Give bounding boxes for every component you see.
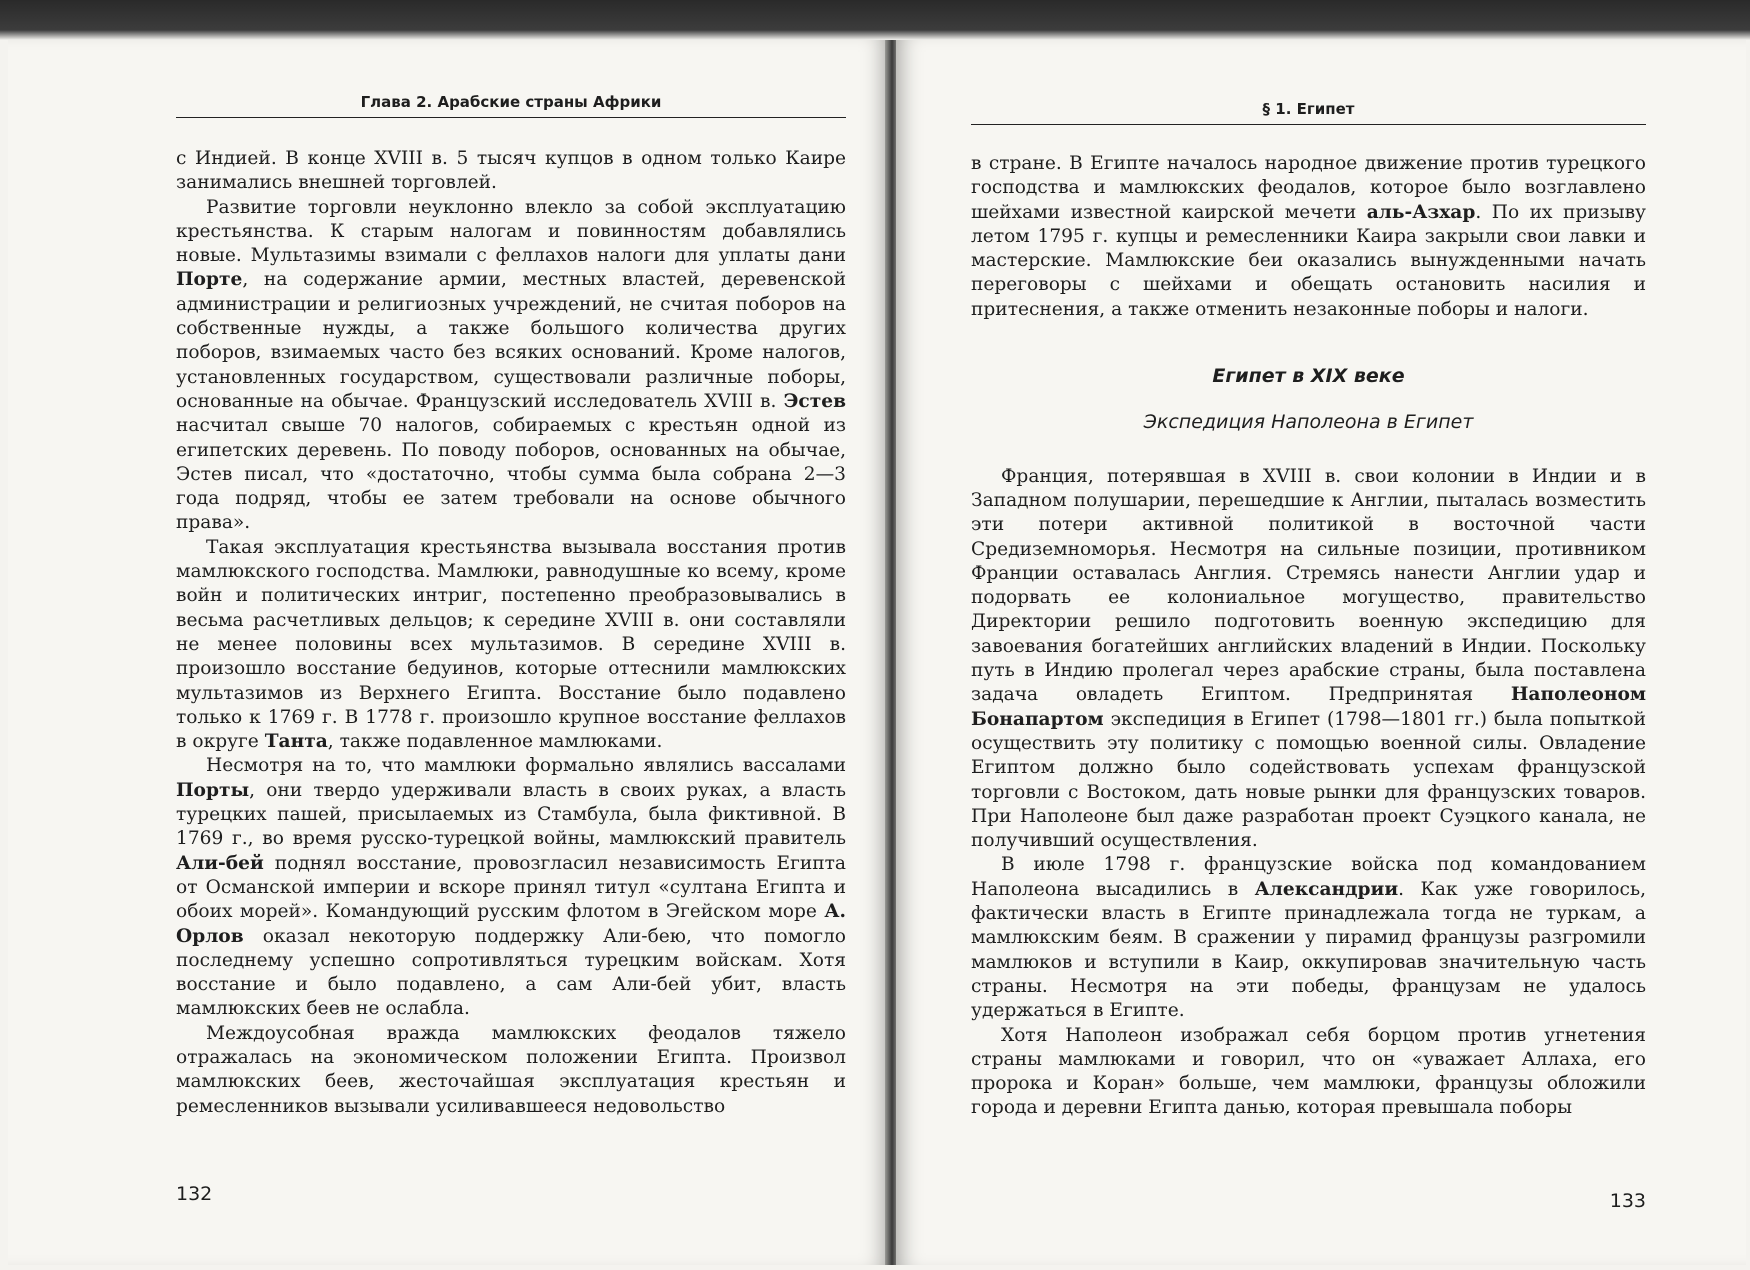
term-bold: Танта: [264, 731, 328, 753]
term-bold: А. Орлов: [176, 901, 846, 947]
paragraph: [971, 465, 1646, 854]
subsection-heading: Экспедиция Наполеона в Египет: [1143, 411, 1474, 434]
text: в стране. В Египте началось народное движение против турецкого господства и мамлюкских феодалов, которое было возглавлено шейхами известной каирской мечети: [971, 153, 1646, 223]
text: В июле 1798 г. французские войска под командованием Наполеона высадились в: [971, 854, 1646, 900]
text: Такая эксплуатация крестьянства вызывала восстания против мамлюкского господства. Мамлюки, равнодушные ко всему, кроме войн и политических интриг, постепенно преобразовывались в весьма расчетливых дельцов; к середине XVIII в. они составляли не менее половины всех мультазимов. В середине XVIII в. произошло восстание бедуинов, которые оттеснили мамлюкских мультазимов из Верхнего Египта. Восстание было подавлено только к 1769 г. В 1778 г. произошло крупное восстание феллахов в округе: [176, 536, 846, 753]
left-page-body: [176, 147, 846, 1119]
right-page: [896, 40, 1746, 1265]
text: Развитие торговли неуклонно влекло за собой эксплуатацию крестьянства. К старым налогам и повинностям добавлялись новые. Мультазимы взимали с феллахов налоги для уплаты дани: [176, 196, 846, 267]
text: , они твердо удерживали власть в своих руках, а власть турецких пашей, присылаемых из Стамбула, была фиктивной. В 1769 г., во время русско-турецкой войны, мамлюкский правитель: [176, 779, 846, 850]
section-heading: Египет в XIX веке: [1212, 365, 1405, 388]
text: поднял восстание, провозгласил независимость Египта от Османской империи и вскоре принял титул «султана Египта и обоих морей». Командующий русским флотом в Эгейском море: [176, 852, 846, 923]
paragraph: [176, 147, 846, 196]
term-bold: Наполеоном Бонапартом: [971, 684, 1646, 730]
paragraph: [971, 152, 1646, 322]
text: , на содержание армии, местных властей, деревенской администрации и религиозных учреждений, не считая поборов на собственные нужды, а также большого количества других поборов, взимаемых часто без всяких оснований. Кроме налогов, установленных государством, существовали различные поборы, основанные на обычае. Французский исследователь XVIII в.: [176, 269, 846, 412]
paragraph: [176, 196, 846, 536]
paragraph: [971, 1024, 1646, 1121]
term-bold: Эстев: [783, 390, 846, 412]
text: с Индией. В конце XVIII в. 5 тысяч купцов в одном только Каире занимались внешней торговлей.: [176, 148, 846, 194]
text: Междоусобная вражда мамлюкских феодалов тяжело отражалась на экономическом положении Египта. Произвол мамлюкских беев, жесточайшая эксплуатация крестьян и ремесленников вызывали усиливавшееся недовольство: [176, 1022, 846, 1117]
running-header-right: § 1. Египет: [971, 100, 1646, 125]
paragraph: [176, 536, 846, 755]
text: экспедиция в Египет (1798—1801 гг.) была попыткой осуществить эту политику с помощью военной силы. Овладение Египтом должно было содействовать успехам французской торговли с Востоком, дать новые рынки для французских товаров. При Наполеоне был даже разработан проект Суэцкого канала, не получивший осуществления.: [971, 708, 1646, 852]
text: Несмотря на то, что мамлюки формально являлись вассалами: [206, 755, 846, 777]
term-bold: аль-Азхар: [1366, 201, 1476, 223]
paragraph: [176, 1022, 846, 1119]
text: насчитал свыше 70 налогов, собираемых с крестьян одной из египетских деревень. По поводу поборов, основанных на обычае, Эстев писал, что «достаточно, чтобы сумма была собрана 2—3 года подряд, чтобы ее затем требовали на основе обычного права».: [176, 415, 846, 534]
term-bold: Александрии: [1254, 878, 1399, 900]
term-bold: Али-бей: [176, 852, 264, 874]
paragraph: [971, 853, 1646, 1023]
text: оказал некоторую поддержку Али-бею, что помогло последнему успешно сопротивляться турецким войскам. Хотя восстание и было подавлено, а сам Али-бей убит, власть мамлюкских беев не ослабла.: [176, 925, 846, 1020]
text: . По их призыву летом 1795 г. купцы и ремесленники Каира закрыли свои лавки и мастерские. Мамлюкские беи оказались вынужденными начать переговоры с шейхами и обещать остановить насилия и притеснения, а также отменить незаконные поборы и налоги.: [971, 201, 1646, 320]
text: Хотя Наполеон изображал себя борцом против угнетения страны мамлюками и говорил, что он «уважает Аллаха, его пророка и Коран» больше, чем мамлюки, французы обложили города и деревни Египта данью, которая превышала поборы: [971, 1024, 1646, 1119]
text: . Как уже говорилось, фактически власть в Египте принадлежала тогда не туркам, а мамлюкским беям. В сражении у пирамид французы разгромили мамлюков и вступили в Каир, оккупировав значительную часть страны. Несмотря на эти победы, французам не удалось удержаться в Египте.: [971, 878, 1646, 1022]
running-header-left: Глава 2. Арабские страны Африки: [176, 93, 846, 118]
text: Франция, потерявшая в XVIII в. свои колонии в Индии и в Западном полушарии, перешедшие к Англии, пыталась возместить эти потери активной политикой в восточной части Средиземноморья. Несмотря на сильные позиции, противником Франции оставалась Англия. Стремясь нанести Англии удар и подорвать ее колониальное могущество, правительство Директории решило подготовить военную экспедицию для завоевания богатейших английских владений в Индии. Поскольку путь в Индию пролегал через арабские страны, была поставлена задача овладеть Египтом. Предпринятая: [971, 465, 1646, 706]
page-number-right: 133: [1609, 1190, 1646, 1212]
term-bold: Порты: [176, 779, 250, 801]
term-bold: Порте: [176, 269, 243, 291]
paragraph: [176, 754, 846, 1021]
right-page-body: [971, 152, 1646, 1121]
left-page: [8, 40, 888, 1265]
page-number-left: 132: [176, 1183, 213, 1205]
text: , также подавленное мамлюками.: [327, 731, 663, 753]
